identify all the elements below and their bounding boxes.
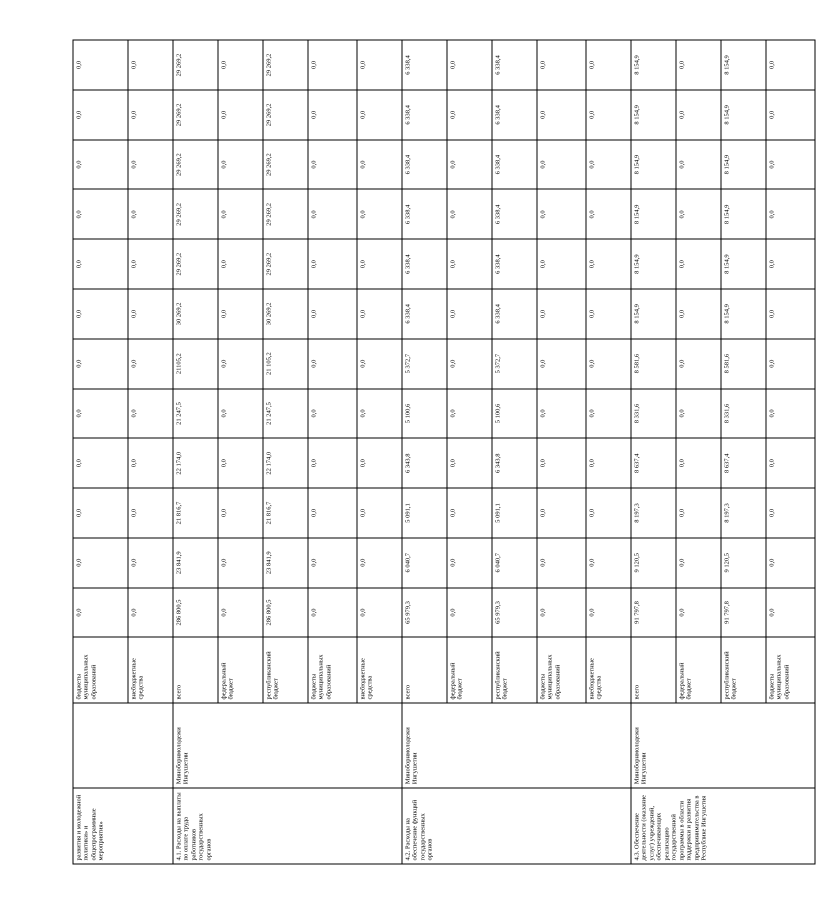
funding-source-cell: всего	[173, 637, 218, 703]
value-cell: 0,0	[128, 140, 173, 190]
value-cell: 6 338,4	[402, 289, 447, 339]
value-cell: 6 040,7	[402, 538, 447, 588]
value-cell: 5 091,1	[492, 488, 537, 538]
value-cell: 0,0	[218, 90, 263, 140]
value-cell: 0,0	[218, 339, 263, 389]
value-cell: 0,0	[766, 140, 815, 190]
value-cell: 0,0	[357, 488, 402, 538]
value-cell: 8 154,9	[631, 289, 676, 339]
value-cell: 0,0	[218, 438, 263, 488]
value-cell: 0,0	[218, 389, 263, 439]
value-cell: 8 154,9	[721, 239, 766, 289]
value-cell: 0,0	[308, 90, 357, 140]
value-cell: 8 197,3	[631, 488, 676, 538]
value-cell: 0,0	[586, 339, 631, 389]
value-cell: 29 269,2	[263, 90, 308, 140]
value-cell: 0,0	[766, 488, 815, 538]
value-cell: 0,0	[73, 488, 128, 538]
funding-source-cell: республиканский бюджет	[721, 637, 766, 703]
value-cell: 0,0	[447, 339, 492, 389]
value-cell: 6 343,8	[402, 438, 447, 488]
value-cell: 0,0	[676, 239, 721, 289]
value-cell: 0,0	[73, 289, 128, 339]
value-cell: 0,0	[447, 538, 492, 588]
funding-source-cell: внебюджетные средства	[586, 637, 631, 703]
value-cell: 0,0	[218, 289, 263, 339]
value-cell: 0,0	[308, 189, 357, 239]
value-cell: 21 247,5	[173, 389, 218, 439]
value-cell: 5 100,6	[492, 389, 537, 439]
budget-table	[73, 40, 816, 865]
value-cell: 0,0	[537, 339, 586, 389]
value-cell: 8 154,9	[631, 90, 676, 140]
value-cell: 0,0	[586, 488, 631, 538]
value-cell: 0,0	[676, 339, 721, 389]
value-cell: 0,0	[128, 40, 173, 90]
value-cell: 0,0	[766, 239, 815, 289]
value-cell: 6 338,4	[402, 189, 447, 239]
value-cell: 6 338,4	[492, 239, 537, 289]
value-cell: 0,0	[586, 140, 631, 190]
value-cell: 30 269,2	[263, 289, 308, 339]
value-cell: 0,0	[357, 239, 402, 289]
value-cell: 0,0	[447, 488, 492, 538]
value-cell: 6 338,4	[402, 90, 447, 140]
value-cell: 0,0	[537, 438, 586, 488]
funding-source-cell: внебюджетные средства	[128, 637, 173, 703]
value-cell: 8 154,9	[721, 189, 766, 239]
value-cell: 8 637,4	[721, 438, 766, 488]
value-cell: 0,0	[128, 90, 173, 140]
value-cell: 91 797,8	[721, 588, 766, 638]
value-cell: 0,0	[73, 90, 128, 140]
value-cell: 0,0	[73, 140, 128, 190]
value-cell: 21 105,2	[263, 339, 308, 389]
value-cell: 6 338,4	[402, 239, 447, 289]
value-cell: 0,0	[218, 588, 263, 638]
value-cell: 8 154,9	[631, 189, 676, 239]
value-cell: 8 154,9	[721, 289, 766, 339]
value-cell: 0,0	[586, 588, 631, 638]
value-cell: 0,0	[676, 289, 721, 339]
value-cell: 0,0	[128, 339, 173, 389]
value-cell: 0,0	[447, 239, 492, 289]
table-row	[73, 40, 128, 864]
value-cell: 0,0	[537, 140, 586, 190]
value-cell: 6 338,4	[492, 40, 537, 90]
value-cell: 0,0	[676, 438, 721, 488]
value-cell: 0,0	[586, 40, 631, 90]
value-cell: 0,0	[357, 339, 402, 389]
value-cell: 8 581,6	[631, 339, 676, 389]
value-cell: 0,0	[357, 90, 402, 140]
value-cell: 0,0	[766, 189, 815, 239]
value-cell: 29 269,2	[173, 189, 218, 239]
activity-name-cell: развития и молодежной политики» и общепрограммные мероприятия»	[73, 788, 173, 864]
value-cell: 6 338,4	[492, 289, 537, 339]
value-cell: 0,0	[447, 389, 492, 439]
value-cell: 0,0	[128, 538, 173, 588]
value-cell: 0,0	[676, 40, 721, 90]
value-cell: 0,0	[218, 239, 263, 289]
value-cell: 286 800,5	[173, 588, 218, 638]
value-cell: 21 816,7	[263, 488, 308, 538]
funding-source-cell: бюджеты муниципальных образований	[73, 637, 128, 703]
value-cell: 0,0	[586, 189, 631, 239]
value-cell: 0,0	[73, 389, 128, 439]
value-cell: 0,0	[766, 339, 815, 389]
value-cell: 0,0	[676, 189, 721, 239]
activity-name-cell: 4.3. Обеспечение деятельности (оказание услуг) учреждений, обеспечивающих реализацию государственной программы в области поддержки и развития предпринимательства в Республике Ингушетия	[631, 788, 815, 864]
value-cell: 0,0	[357, 289, 402, 339]
value-cell: 0,0	[308, 339, 357, 389]
value-cell: 29 269,2	[173, 90, 218, 140]
value-cell: 0,0	[128, 488, 173, 538]
value-cell: 0,0	[766, 90, 815, 140]
value-cell: 5 372,7	[402, 339, 447, 389]
value-cell: 0,0	[537, 588, 586, 638]
table-row	[173, 40, 218, 864]
value-cell: 0,0	[357, 588, 402, 638]
value-cell: 6 338,4	[402, 40, 447, 90]
value-cell: 91 797,8	[631, 588, 676, 638]
value-cell: 0,0	[766, 438, 815, 488]
funding-source-cell: всего	[402, 637, 447, 703]
value-cell: 29 269,2	[173, 40, 218, 90]
value-cell: 8 581,6	[721, 339, 766, 389]
value-cell: 0,0	[218, 189, 263, 239]
funding-source-cell: федеральный бюджет	[218, 637, 263, 703]
value-cell: 0,0	[128, 189, 173, 239]
funding-source-cell: бюджеты муниципальных образований	[537, 637, 586, 703]
value-cell: 23 841,9	[173, 538, 218, 588]
value-cell: 23 841,9	[263, 538, 308, 588]
value-cell: 0,0	[308, 389, 357, 439]
value-cell: 0,0	[447, 90, 492, 140]
value-cell: 5 091,1	[402, 488, 447, 538]
value-cell: 0,0	[218, 538, 263, 588]
value-cell: 29 269,2	[173, 239, 218, 289]
value-cell: 0,0	[537, 90, 586, 140]
value-cell: 8 154,9	[631, 239, 676, 289]
value-cell: 29 269,2	[263, 189, 308, 239]
value-cell: 29 269,2	[173, 140, 218, 190]
value-cell: 0,0	[766, 538, 815, 588]
value-cell: 0,0	[447, 140, 492, 190]
funding-source-cell: внебюджетные средства	[357, 637, 402, 703]
value-cell: 0,0	[308, 438, 357, 488]
value-cell: 0,0	[308, 538, 357, 588]
funding-source-cell: республиканский бюджет	[492, 637, 537, 703]
value-cell: 0,0	[308, 239, 357, 289]
value-cell: 0,0	[73, 538, 128, 588]
value-cell: 0,0	[447, 289, 492, 339]
value-cell: 8 637,4	[631, 438, 676, 488]
funding-source-cell: федеральный бюджет	[676, 637, 721, 703]
value-cell: 8 154,9	[721, 40, 766, 90]
value-cell: 0,0	[586, 389, 631, 439]
value-cell: 0,0	[308, 488, 357, 538]
value-cell: 0,0	[308, 588, 357, 638]
value-cell: 8 197,3	[721, 488, 766, 538]
value-cell: 21105,2	[173, 339, 218, 389]
value-cell: 0,0	[357, 189, 402, 239]
value-cell: 0,0	[308, 289, 357, 339]
value-cell: 0,0	[128, 438, 173, 488]
value-cell: 29 269,2	[263, 40, 308, 90]
value-cell: 6 338,4	[402, 140, 447, 190]
value-cell: 0,0	[537, 488, 586, 538]
value-cell: 0,0	[218, 40, 263, 90]
value-cell: 0,0	[73, 588, 128, 638]
value-cell: 0,0	[537, 289, 586, 339]
value-cell: 29 269,2	[263, 239, 308, 289]
value-cell: 0,0	[128, 289, 173, 339]
value-cell: 0,0	[357, 389, 402, 439]
value-cell: 5 100,6	[402, 389, 447, 439]
funding-source-cell: федеральный бюджет	[447, 637, 492, 703]
value-cell: 0,0	[586, 538, 631, 588]
funding-source-cell: бюджеты муниципальных образований	[308, 637, 357, 703]
funding-source-cell: республиканский бюджет	[263, 637, 308, 703]
value-cell: 8 331,6	[721, 389, 766, 439]
value-cell: 0,0	[676, 389, 721, 439]
funding-source-cell: всего	[631, 637, 676, 703]
value-cell: 0,0	[537, 40, 586, 90]
value-cell: 6 338,4	[492, 90, 537, 140]
activity-name-cell: 4.2. Расходы на обеспечение функций государственных органов	[402, 788, 631, 864]
value-cell: 6 338,4	[492, 189, 537, 239]
value-cell: 9 120,5	[631, 538, 676, 588]
value-cell: 8 154,9	[631, 40, 676, 90]
value-cell: 0,0	[357, 140, 402, 190]
value-cell: 0,0	[766, 588, 815, 638]
value-cell: 6 040,7	[492, 538, 537, 588]
value-cell: 0,0	[357, 438, 402, 488]
responsible-cell: Миноборнмолодежи Ингушетии	[173, 703, 402, 788]
value-cell: 0,0	[676, 588, 721, 638]
value-cell: 0,0	[308, 140, 357, 190]
value-cell: 0,0	[586, 90, 631, 140]
value-cell: 21 247,5	[263, 389, 308, 439]
value-cell: 0,0	[357, 40, 402, 90]
value-cell: 0,0	[676, 90, 721, 140]
value-cell: 0,0	[676, 140, 721, 190]
activity-name-cell: 4.1. Расходы на выплаты по оплате труда работников государственных органов	[173, 788, 402, 864]
funding-source-cell: бюджеты муниципальных образований	[766, 637, 815, 703]
value-cell: 0,0	[218, 140, 263, 190]
value-cell: 8 154,9	[721, 90, 766, 140]
value-cell: 0,0	[766, 40, 815, 90]
value-cell: 8 331,6	[631, 389, 676, 439]
value-cell: 0,0	[308, 40, 357, 90]
value-cell: 0,0	[537, 538, 586, 588]
value-cell: 0,0	[218, 488, 263, 538]
value-cell: 0,0	[128, 239, 173, 289]
value-cell: 6 343,8	[492, 438, 537, 488]
value-cell: 0,0	[586, 289, 631, 339]
responsible-cell	[73, 703, 173, 788]
responsible-cell: Миноборнмолодежи Ингушетии	[402, 703, 631, 788]
value-cell: 65 979,3	[402, 588, 447, 638]
value-cell: 0,0	[128, 588, 173, 638]
responsible-cell: Миноборнмолодежи Ингушетии	[631, 703, 815, 788]
value-cell: 8 154,9	[631, 140, 676, 190]
value-cell: 0,0	[73, 438, 128, 488]
value-cell: 0,0	[73, 40, 128, 90]
value-cell: 0,0	[128, 389, 173, 439]
value-cell: 22 174,0	[173, 438, 218, 488]
value-cell: 286 800,5	[263, 588, 308, 638]
value-cell: 0,0	[447, 189, 492, 239]
value-cell: 6 338,4	[492, 140, 537, 190]
table-row	[631, 40, 676, 864]
rotated-page	[73, 40, 791, 865]
value-cell: 0,0	[586, 438, 631, 488]
value-cell: 0,0	[447, 438, 492, 488]
value-cell: 65 979,3	[492, 588, 537, 638]
value-cell: 30 269,2	[173, 289, 218, 339]
value-cell: 0,0	[766, 389, 815, 439]
value-cell: 0,0	[676, 488, 721, 538]
value-cell: 5 372,7	[492, 339, 537, 389]
value-cell: 0,0	[357, 538, 402, 588]
value-cell: 0,0	[73, 189, 128, 239]
value-cell: 0,0	[447, 588, 492, 638]
value-cell: 0,0	[766, 289, 815, 339]
value-cell: 0,0	[537, 389, 586, 439]
value-cell: 8 154,9	[721, 140, 766, 190]
value-cell: 9 120,5	[721, 538, 766, 588]
value-cell: 0,0	[447, 40, 492, 90]
value-cell: 22 174,0	[263, 438, 308, 488]
value-cell: 0,0	[586, 239, 631, 289]
table-row	[402, 40, 447, 864]
value-cell: 21 816,7	[173, 488, 218, 538]
value-cell: 0,0	[537, 189, 586, 239]
value-cell: 0,0	[676, 538, 721, 588]
table-body	[73, 40, 815, 864]
value-cell: 0,0	[73, 339, 128, 389]
value-cell: 0,0	[537, 239, 586, 289]
value-cell: 0,0	[73, 239, 128, 289]
value-cell: 29 269,2	[263, 140, 308, 190]
